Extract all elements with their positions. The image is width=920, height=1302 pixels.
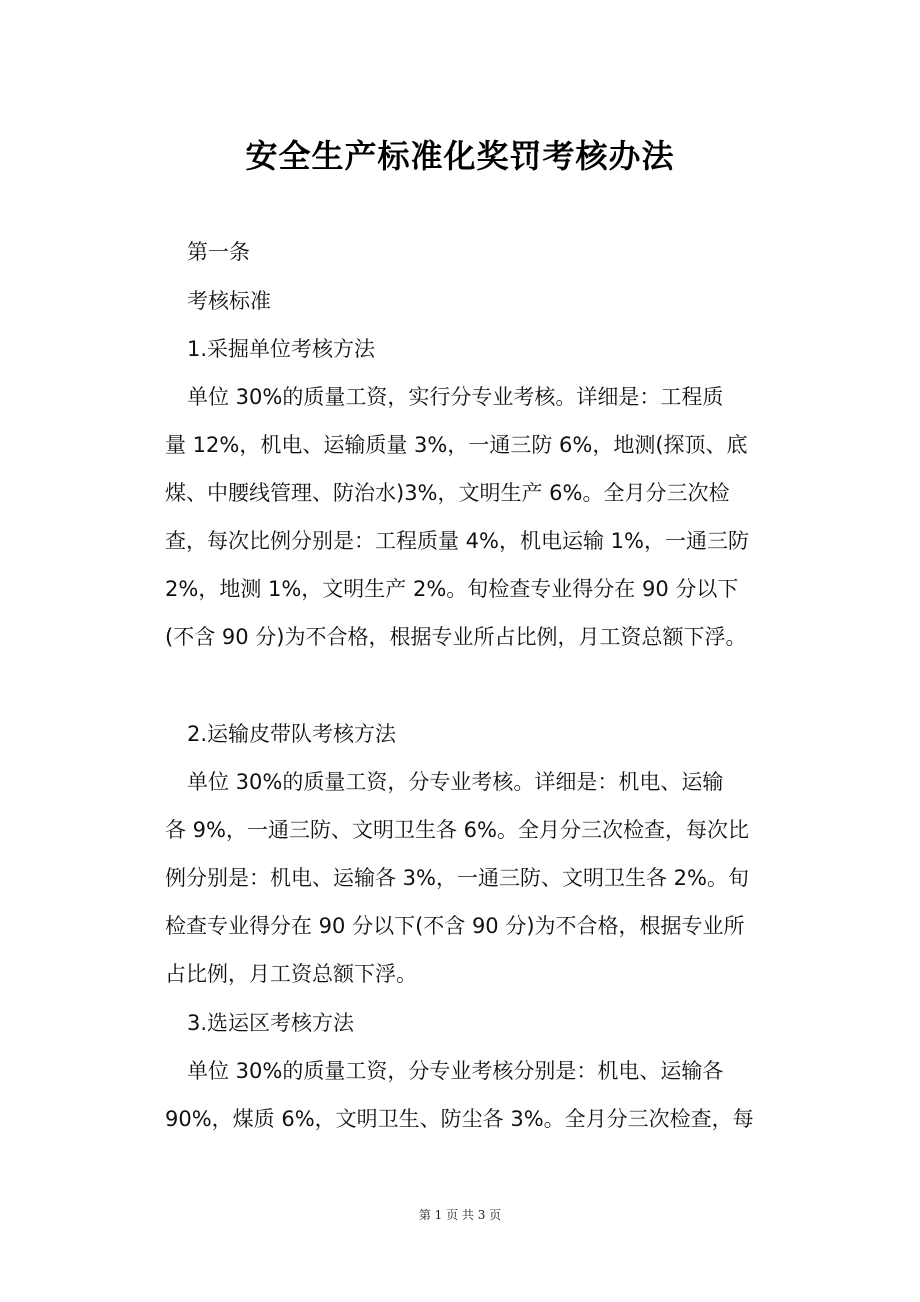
article-heading: 第一条: [187, 240, 250, 264]
paragraph-line: 90%，煤质 6%，文明卫生、防尘各 3%。全月分三次检查，每: [165, 1107, 754, 1131]
subsection-heading-3: 3.选运区考核方法: [187, 1011, 355, 1035]
paragraph-line: (不含 90 分)为不合格，根据专业所占比例，月工资总额下浮。: [165, 625, 747, 649]
paragraph-line: 单位 30%的质量工资，实行分专业考核。详细是：工程质: [187, 385, 724, 409]
paragraph-line: 检查专业得分在 90 分以下(不含 90 分)为不合格，根据专业所: [165, 914, 745, 938]
subsection-heading-2: 2.运输皮带队考核方法: [187, 722, 397, 746]
subsection-heading-1: 1.采掘单位考核方法: [187, 337, 376, 361]
paragraph-line: 查，每次比例分别是：工程质量 4%，机电运输 1%，一通三防: [165, 529, 749, 553]
page-number-footer: 第 1 页 共 3 页: [418, 1208, 502, 1222]
paragraph-line: 单位 30%的质量工资，分专业考核。详细是：机电、运输: [187, 770, 724, 794]
paragraph-line: 单位 30%的质量工资，分专业考核分别是：机电、运输各: [187, 1059, 724, 1083]
paragraph-line: 量 12%，机电、运输质量 3%，一通三防 6%，地测(探顶、底: [165, 433, 748, 457]
paragraph-line: 煤、中腰线管理、防治水)3%，文明生产 6%。全月分三次检: [165, 481, 730, 505]
paragraph-line: 占比例，月工资总额下浮。: [165, 962, 417, 986]
paragraph-line: 各 9%，一通三防、文明卫生各 6%。全月分三次检查，每次比: [165, 818, 749, 842]
paragraph-line: 例分别是：机电、运输各 3%，一通三防、文明卫生各 2%。旬: [165, 866, 749, 890]
paragraph-line: 2%，地测 1%，文明生产 2%。旬检查专业得分在 90 分以下: [165, 577, 739, 601]
section-heading: 考核标准: [187, 289, 271, 313]
document-title: 安全生产标准化奖罚考核办法: [245, 137, 675, 175]
